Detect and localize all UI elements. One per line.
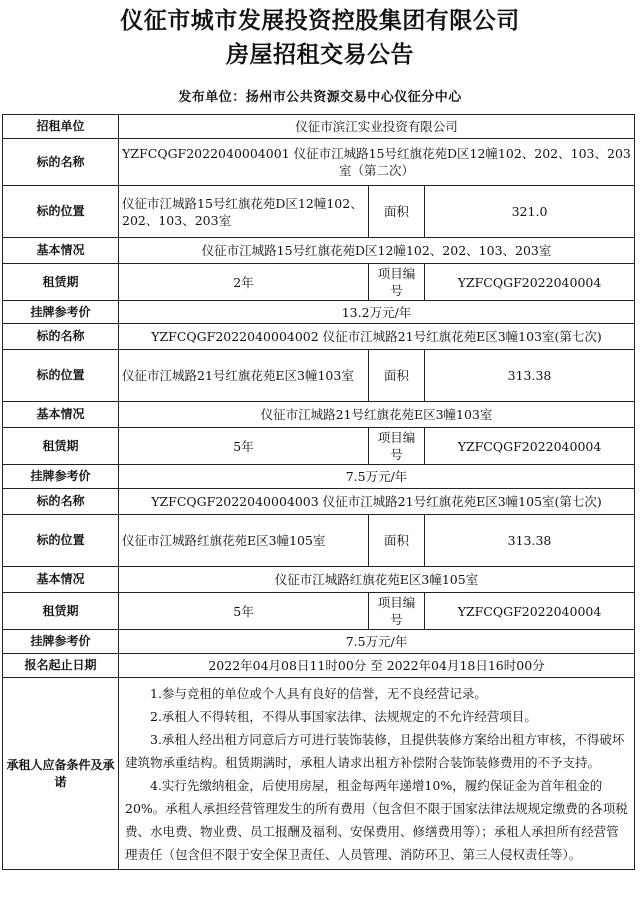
terms-label: 承租人应备条件及承诺	[3, 678, 119, 870]
item-project-no: YZFCQGF2022040004	[425, 264, 635, 301]
area-label: 面积	[369, 350, 425, 402]
term-label: 租赁期	[3, 593, 119, 630]
terms-item: 1.参与竞租的单位或个人具有良好的信誉，无不良经营记录。	[150, 686, 487, 701]
table-row	[3, 678, 635, 870]
area-label: 面积	[369, 515, 425, 567]
table-row	[3, 264, 635, 301]
table-row	[3, 402, 635, 428]
item-location: 仪征市江城路21号红旗花苑E区3幢103室	[119, 350, 369, 402]
lessor-value: 仪征市滨江实业投资有限公司	[119, 115, 635, 139]
item-basic: 仪征市江城路红旗花苑E区3幢105室	[119, 567, 635, 593]
table-row	[3, 238, 635, 264]
title-line2: 房屋招租交易公告	[226, 41, 414, 68]
terms-item: 2.承租人不得转租，不得从事国家法律、法规规定的不允许经营项目。	[150, 709, 537, 724]
project-no-label: 项目编号	[369, 264, 425, 301]
name-label: 标的名称	[3, 324, 119, 350]
table-row	[3, 465, 635, 489]
project-no-label: 项目编号	[369, 593, 425, 630]
location-label: 标的位置	[3, 186, 119, 238]
item-term: 5年	[119, 593, 369, 630]
item-price: 13.2万元/年	[119, 301, 635, 324]
table-row	[3, 593, 635, 630]
item-price: 7.5万元/年	[119, 630, 635, 654]
table-row	[3, 567, 635, 593]
item-project-no: YZFCQGF2022040004	[425, 593, 635, 630]
area-label: 面积	[369, 186, 425, 238]
table-row	[3, 350, 635, 402]
name-label: 标的名称	[3, 139, 119, 186]
basic-label: 基本情况	[3, 402, 119, 428]
location-label: 标的位置	[3, 350, 119, 402]
table-row	[3, 630, 635, 654]
item-price: 7.5万元/年	[119, 465, 635, 489]
listing-table	[2, 114, 635, 870]
basic-label: 基本情况	[3, 567, 119, 593]
registration-label: 报名起止日期	[3, 654, 119, 678]
table-row	[3, 186, 635, 238]
price-label: 挂牌参考价	[3, 301, 119, 324]
table-row	[3, 324, 635, 350]
lessor-label: 招租单位	[3, 115, 119, 139]
table-row	[3, 139, 635, 186]
item-name: YZFCQGF2022040004003 仪征市江城路21号红旗花苑E区3幢105室(第七次)	[119, 489, 635, 515]
item-location: 仪征市江城路15号红旗花苑D区12幢102、202、103、203室	[119, 186, 369, 238]
item-area: 313.38	[425, 515, 635, 567]
registration-value: 2022年04月08日11时00分 至 2022年04月18日16时00分	[119, 654, 635, 678]
item-basic: 仪征市江城路15号红旗花苑D区12幢102、202、103、203室	[119, 238, 635, 264]
title-line1: 仪征市城市发展投资控股集团有限公司	[120, 7, 520, 34]
item-basic: 仪征市江城路21号红旗花苑E区3幢103室	[119, 402, 635, 428]
item-name: YZFCQGF2022040004002 仪征市江城路21号红旗花苑E区3幢103室(第七次)	[119, 324, 635, 350]
price-label: 挂牌参考价	[3, 465, 119, 489]
term-label: 租赁期	[3, 428, 119, 465]
terms-item: 4.实行先缴纳租金，后使用房屋，租金每两年递增10%，履约保证金为首年租金的20%。承租人承担经营管理发生的所有费用（包含但不限于国家法律法规规定缴费的各项税费、水电费、物业费、员工报酬及福利、安保费用、修缮费用等）；承租人承担所有经营管理责任（包含但不限于安全保卫责任、人员管理、消防环卫、第三人侵权责任等）。	[125, 778, 628, 862]
item-term: 2年	[119, 264, 369, 301]
item-area: 321.0	[425, 186, 635, 238]
term-label: 租赁期	[3, 264, 119, 301]
item-name: YZFCQGF2022040004001 仪征市江城路15号红旗花苑D区12幢102、202、103、203室（第二次）	[119, 139, 635, 186]
terms-item: 3.承租人经出租方同意后方可进行装饰装修，且提供装修方案给出租方审核，不得破坏建筑物承重结构。租赁期满时，承租人请求出租方补偿附合装饰装修费用的不予支持。	[125, 732, 625, 770]
item-area: 313.38	[425, 350, 635, 402]
item-project-no: YZFCQGF2022040004	[425, 428, 635, 465]
table-row	[3, 654, 635, 678]
table-row	[3, 515, 635, 567]
table-row	[3, 301, 635, 324]
basic-label: 基本情况	[3, 238, 119, 264]
table-row	[3, 115, 635, 139]
price-label: 挂牌参考价	[3, 630, 119, 654]
publisher-line: 发布单位：扬州市公共资源交易中心仪征分中心	[178, 90, 462, 105]
project-no-label: 项目编号	[369, 428, 425, 465]
table-row	[3, 428, 635, 465]
table-row	[3, 489, 635, 515]
name-label: 标的名称	[3, 489, 119, 515]
terms-content	[119, 678, 635, 870]
item-term: 5年	[119, 428, 369, 465]
item-location: 仪征市江城路红旗花苑E区3幢105室	[119, 515, 369, 567]
location-label: 标的位置	[3, 515, 119, 567]
